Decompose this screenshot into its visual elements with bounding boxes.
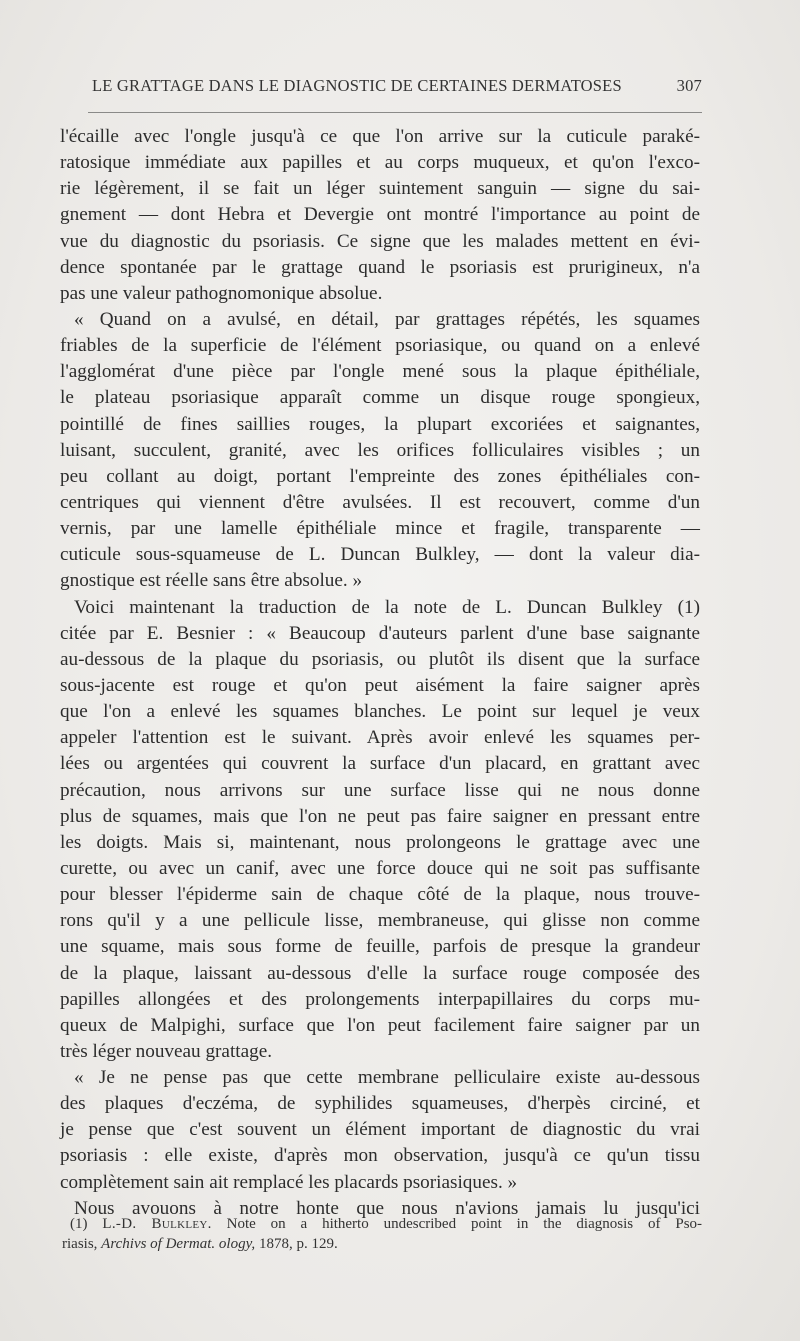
text-line: plus de squames, mais que l'on ne peut pas faire saigner en pressant entre — [60, 805, 700, 827]
text-line: l'agglomérat d'une pièce par l'ongle mené sous la plaque épithéliale, — [60, 361, 700, 383]
footnote — [62, 1214, 702, 1254]
text-line: vernis, par une lamelle épithéliale mince et fragile, transparente — — [60, 518, 700, 540]
text-line: des plaques d'eczéma, de syphilides squameuses, d'herpès circiné, et — [60, 1093, 700, 1115]
text-line: ratosique immédiate aux papilles et au corps muqueux, et qu'on l'exco- — [60, 152, 700, 174]
text-line: luisant, succulent, granité, avec les orifices folliculaires visibles ; un — [60, 439, 700, 461]
footnote-journal: Archivs of Dermat. ology, — [101, 1236, 256, 1252]
text-line: de la plaque, laissant au-dessous d'elle la surface rouge composée des — [60, 962, 700, 984]
footnote-text: Note on a hitherto undescribed point in the diagnosis of Pso- — [226, 1216, 703, 1232]
footnote-line — [62, 1234, 702, 1254]
text-line: papilles allongées et des prolongements interpapillaires du corps mu- — [60, 988, 700, 1010]
text-line: Voici maintenant la traduction de la note de L. Duncan Bulkley (1) — [74, 596, 700, 618]
text-line: queux de Malpighi, surface que l'on peut facilement faire saigner par un — [60, 1014, 700, 1036]
footnote-citation: 1878, p. 129. — [258, 1236, 338, 1252]
text-line: rie légèrement, il se fait un léger suintement sanguin — signe du sai- — [60, 178, 700, 200]
text-line: friables de la superficie de l'élément psoriasique, ou quand on a enlevé — [60, 335, 700, 357]
text-line: gnement — dont Hebra et Devergie ont montré l'importance au point de — [60, 204, 700, 226]
text-line: cuticule sous-squameuse de L. Duncan Bulkley, — dont la valeur dia- — [60, 544, 700, 566]
text-line: les doigts. Mais si, maintenant, nous prolongeons le grattage avec une — [60, 831, 700, 853]
text-line: citée par E. Besnier : « Beaucoup d'auteurs parlent d'une base saignante — [60, 622, 700, 644]
text-line: lées ou argentées qui couvrent la surface d'un placard, en grattant avec — [60, 753, 700, 775]
text-line: peu collant au doigt, portant l'empreinte des zones épithéliales con- — [60, 465, 700, 487]
footnote-marker: (1) — [70, 1216, 88, 1232]
text-line: très léger nouveau grattage. — [60, 1040, 273, 1062]
footnote-author: L.-D. Bulkley. — [102, 1216, 212, 1232]
text-line: curette, ou avec un canif, avec une force douce qui ne soit pas suffisante — [60, 857, 700, 879]
text-line: Nous avouons à notre honte que nous n'avions jamais lu jusqu'ici — [74, 1197, 700, 1219]
text-line: gnostique est réelle sans être absolue. » — [60, 570, 363, 592]
footnote-line — [62, 1214, 702, 1234]
text-line: que l'on a enlevé les squames blanches. Le point sur lequel je veux — [60, 701, 700, 723]
header-rule — [88, 112, 702, 113]
text-line: pointillé de fines saillies rouges, la plupart excoriées et saignantes, — [60, 413, 700, 435]
running-title: LE GRATTAGE DANS LE DIAGNOSTIC DE CERTAINES DERMATOSES — [92, 76, 622, 95]
text-line: psoriasis : elle existe, d'après mon observation, jusqu'à ce qu'un tissu — [60, 1145, 700, 1167]
text-line: le plateau psoriasique apparaît comme un disque rouge spongieux, — [60, 387, 700, 409]
text-line: sous-jacente est rouge et qu'on peut aisément la faire saigner après — [60, 674, 700, 696]
text-line: pour blesser l'épiderme sain de chaque côté de la plaque, nous trouve- — [60, 884, 700, 906]
text-line: dence spontanée par le grattage quand le psoriasis est prurigineux, n'a — [60, 256, 700, 278]
body-text — [60, 124, 700, 1222]
text-line: précaution, nous arrivons sur une surface lisse qui ne nous donne — [60, 779, 700, 801]
text-line: au-dessous de la plaque du psoriasis, ou plutôt ils disent que la surface — [60, 648, 700, 670]
text-line: vue du diagnostic du psoriasis. Ce signe que les malades mettent en évi- — [60, 230, 700, 252]
footnote-text-start: riasis, — [62, 1236, 98, 1252]
text-line: je pense que c'est souvent un élément important de diagnostic du vrai — [60, 1119, 700, 1141]
page-number: 307 — [676, 76, 702, 95]
text-line: « Je ne pense pas que cette membrane pelliculaire existe au-dessous — [74, 1067, 700, 1089]
text-line: appeler l'attention est le suivant. Après avoir enlevé les squames per- — [60, 727, 700, 749]
text-line: complètement sain ait remplacé les placards psoriasiques. » — [60, 1171, 518, 1193]
text-line: l'écaille avec l'ongle jusqu'à ce que l'on arrive sur la cuticule paraké- — [60, 126, 700, 147]
text-line: rons qu'il y a une pellicule lisse, membraneuse, qui glisse non comme — [60, 910, 700, 932]
text-line: pas une valeur pathognomonique absolue. — [60, 282, 383, 304]
text-line: une squame, mais sous forme de feuille, parfois de presque la grandeur — [60, 936, 700, 958]
text-line: centriques qui viennent d'être avulsées. Il est recouvert, comme d'un — [60, 491, 700, 513]
running-head — [88, 76, 702, 98]
text-line: « Quand on a avulsé, en détail, par grattages répétés, les squames — [74, 308, 700, 330]
